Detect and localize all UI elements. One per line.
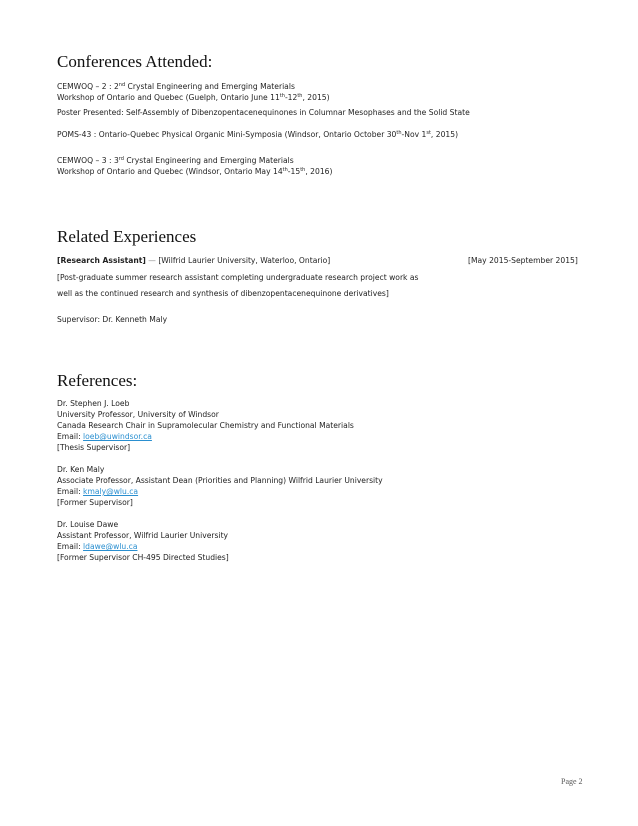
conferences-heading: Conferences Attended: (57, 52, 213, 71)
experience-heading: Related Experiences (57, 227, 197, 246)
reference-2-role: [Former Supervisor] (57, 498, 133, 507)
reference-2-name: Dr. Ken Maly (57, 465, 105, 474)
poster-presented: Poster Presented: Self-Assembly of Dibenzopentacenequinones in Columnar Mesophases and the Solid State (57, 108, 470, 117)
reference-1-chair: Canada Research Chair in Supramolecular Chemistry and Functional Materials (57, 421, 354, 430)
reference-1-name: Dr. Stephen J. Loeb (57, 399, 130, 408)
reference-2-email-line: Email: kmaly@wlu.ca (57, 487, 139, 496)
experience-role: [Research Assistant] (57, 256, 146, 265)
page-number: Page 2 (561, 777, 583, 786)
experience-org: [Wilfrid Laurier University, Waterloo, Ontario] (158, 256, 331, 265)
conference-1-title: CEMWOQ – 2 : 2nd Crystal Engineering and Emerging Materials (57, 82, 295, 91)
experience-dates: [May 2015-September 2015] (468, 256, 578, 265)
experience-description-1: [Post-graduate summer research assistant completing undergraduate research project work as (57, 273, 419, 282)
experience-role-line (57, 256, 330, 266)
reference-1-email-link[interactable]: loeb@uwindsor.ca (83, 432, 152, 441)
reference-1-email-line: Email: loeb@uwindsor.ca (57, 432, 152, 441)
reference-3-title: Assistant Professor, Wilfrid Laurier University (57, 531, 229, 540)
reference-3-name: Dr. Louise Dawe (57, 520, 119, 529)
reference-2-email-link[interactable]: kmaly@wlu.ca (83, 487, 139, 496)
reference-1-role: [Thesis Supervisor] (57, 443, 131, 452)
experience-description-2: well as the continued research and synthesis of dibenzopentacenequinone derivatives] (57, 289, 389, 298)
experience-supervisor: Supervisor: Dr. Kenneth Maly (57, 315, 168, 324)
conference-3-details: Workshop of Ontario and Quebec (Windsor, Ontario May 14th-15th, 2016) (57, 167, 333, 176)
reference-1-title: University Professor, University of Windsor (57, 410, 219, 419)
conference-2: POMS-43 : Ontario-Quebec Physical Organic Mini-Symposia (Windsor, Ontario October 30th-Nov 1st, 2015) (57, 130, 459, 139)
reference-2-title: Associate Professor, Assistant Dean (Priorities and Planning) Wilfrid Laurier University (57, 476, 383, 485)
conference-1-details: Workshop of Ontario and Quebec (Guelph, Ontario June 11th-12th, 2015) (57, 93, 330, 102)
reference-3-email-link[interactable]: ldawe@wlu.ca (83, 542, 138, 551)
reference-3-role: [Former Supervisor CH-495 Directed Studies] (57, 553, 229, 562)
experience-dash: — (148, 256, 156, 265)
reference-3-email-line: Email: ldawe@wlu.ca (57, 542, 138, 551)
references-heading: References: (57, 371, 138, 390)
conference-3-title: CEMWOQ – 3 : 3rd Crystal Engineering and Emerging Materials (57, 156, 294, 165)
